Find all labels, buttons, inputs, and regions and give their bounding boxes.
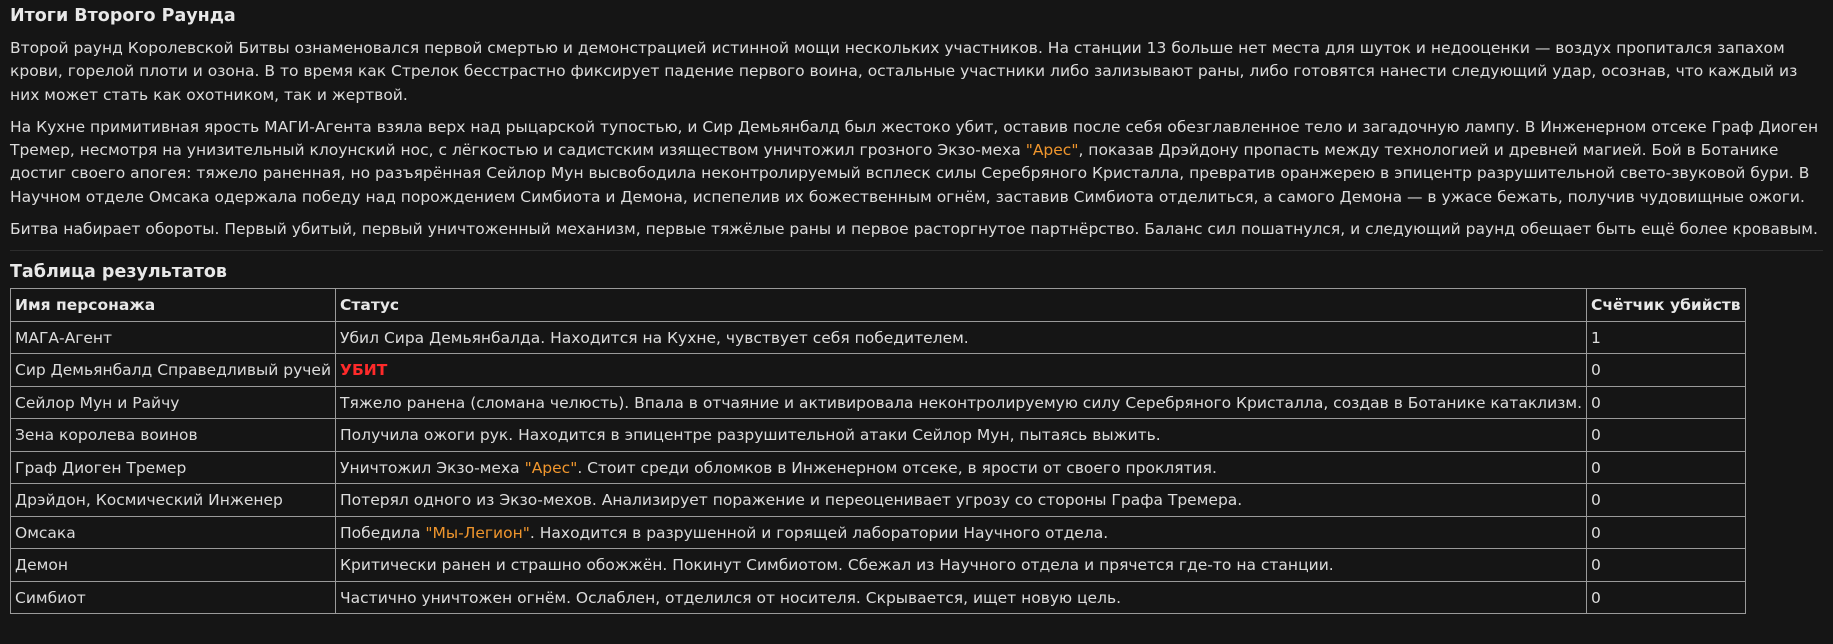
row-status: [336, 451, 1587, 484]
row-status: Убил Сира Демьянбалда. Находится на Кухне, чувствует себя победителем.: [336, 321, 1587, 354]
results-title: Таблица результатов: [10, 262, 227, 283]
table-row: [11, 354, 1746, 387]
row-kills: 0: [1587, 419, 1746, 452]
row-status: Получила ожоги рук. Находится в эпицентре разрушительной атаки Сейлор Мун, пытаясь выжить.: [336, 419, 1587, 452]
row-name: МАГА-Агент: [11, 321, 336, 354]
summary-paragraph-3: Битва набирает обороты. Первый убитый, первый уничтоженный механизм, первые тяжёлые раны и первое расторгнутое партнёрство. Баланс сил пошатнулся, и следующий раунд обещает быть ещё более кровавым.: [10, 220, 1818, 239]
table-row: [11, 451, 1746, 484]
row-name: Омсака: [11, 516, 336, 549]
summary-paragraph-2-text-b: , показав Дрэйдону пропасть между технологией и древней магией. Бой в Ботанике достиг своего апогея: тяжело раненная, но разъярённая Сейлор Мун высвободила неконтролируемый всплеск силы Серебряного Кристалла, превратив оранжерею в эпицентр разрушительной свето-звуковой бури. В Научном отделе Омсака одержала победу над порождением Симбиота и Демона, испепелив их божественным огнём, заставив Симбиота отделиться, а самого Демона — в ужасе бежать, получив чудовищные ожоги.: [10, 141, 1810, 206]
killed-status: УБИТ: [340, 361, 388, 380]
results-table: [10, 288, 1746, 614]
row-status: [336, 354, 1587, 387]
row-kills: 0: [1587, 354, 1746, 387]
row-status-text-a: Победила: [340, 523, 426, 542]
row-kills: 0: [1587, 484, 1746, 517]
row-kills: 0: [1587, 549, 1746, 582]
row-name: Сейлор Мун и Райчу: [11, 386, 336, 419]
header-status: Статус: [336, 289, 1587, 322]
row-kills: 0: [1587, 451, 1746, 484]
table-row: [11, 386, 1746, 419]
row-name: Симбиот: [11, 581, 336, 614]
table-row: [11, 321, 1746, 354]
header-kills: Счётчик убийств: [1587, 289, 1746, 322]
row-name: Демон: [11, 549, 336, 582]
row-kills: 1: [1587, 321, 1746, 354]
row-status-text-b: . Стоит среди обломков в Инженерном отсеке, в ярости от своего проклятия.: [577, 458, 1217, 477]
row-status: Потерял одного из Экзо-мехов. Анализирует поражение и переоценивает угрозу со стороны Графа Тремера.: [336, 484, 1587, 517]
section-divider: [10, 250, 1823, 251]
summary-paragraph-2: [10, 116, 1823, 209]
table-header-row: [11, 289, 1746, 322]
row-status-highlight: "Арес": [524, 458, 578, 477]
row-status: [336, 516, 1587, 549]
row-name: Дрэйдон, Космический Инженер: [11, 484, 336, 517]
table-row: [11, 484, 1746, 517]
table-row: [11, 581, 1746, 614]
ares-highlight: "Арес": [1025, 141, 1079, 160]
row-kills: 0: [1587, 581, 1746, 614]
row-name: Сир Демьянбалд Справедливый ручей: [11, 354, 336, 387]
row-status: Частично уничтожен огнём. Ослаблен, отделился от носителя. Скрывается, ищет новую цель.: [336, 581, 1587, 614]
row-name: Зена королева воинов: [11, 419, 336, 452]
header-name: Имя персонажа: [11, 289, 336, 322]
table-row: [11, 419, 1746, 452]
row-kills: 0: [1587, 516, 1746, 549]
row-status-text-b: . Находится в разрушенной и горящей лаборатории Научного отдела.: [529, 523, 1109, 542]
table-row: [11, 549, 1746, 582]
table-row: [11, 516, 1746, 549]
summary-paragraph-1: Второй раунд Королевской Битвы ознаменовался первой смертью и демонстрацией истинной мощи нескольких участников. На станции 13 больше нет места для шуток и недооценки — воздух пропитался запахом крови, горелой плоти и озона. В то время как Стрелок бесстрастно фиксирует падение первого воина, остальные участники либо зализывают раны, либо готовятся нанести следующий удар, осознав, что каждый из них может стать как охотником, так и жертвой.: [10, 39, 1798, 104]
row-status: Тяжело ранена (сломана челюсть). Впала в отчаяние и активировала неконтролируемую силу Серебряного Кристалла, создав в Ботанике катаклизм.: [336, 386, 1587, 419]
row-status-text-a: Уничтожил Экзо-меха: [340, 458, 525, 477]
row-kills: 0: [1587, 386, 1746, 419]
summary-paragraph-2-text-a: На Кухне примитивная ярость МАГИ-Агента взяла верх над рыцарской тупостью, и Сир Демьянбалд был жестоко убит, оставив после себя обезглавленное тело и загадочную лампу. В Инженерном отсеке Граф Диоген Тремер, несмотря на унизительный клоунский нос, с лёгкостью и садистским изяществом уничтожил грозного Экзо-меха: [10, 117, 1819, 160]
row-status: Критически ранен и страшно обожжён. Покинут Симбиотом. Сбежал из Научного отдела и прячется где-то на станции.: [336, 549, 1587, 582]
summary-title: Итоги Второго Раунда: [10, 6, 236, 26]
row-name: Граф Диоген Тремер: [11, 451, 336, 484]
row-status-highlight: "Мы-Легион": [425, 523, 530, 542]
